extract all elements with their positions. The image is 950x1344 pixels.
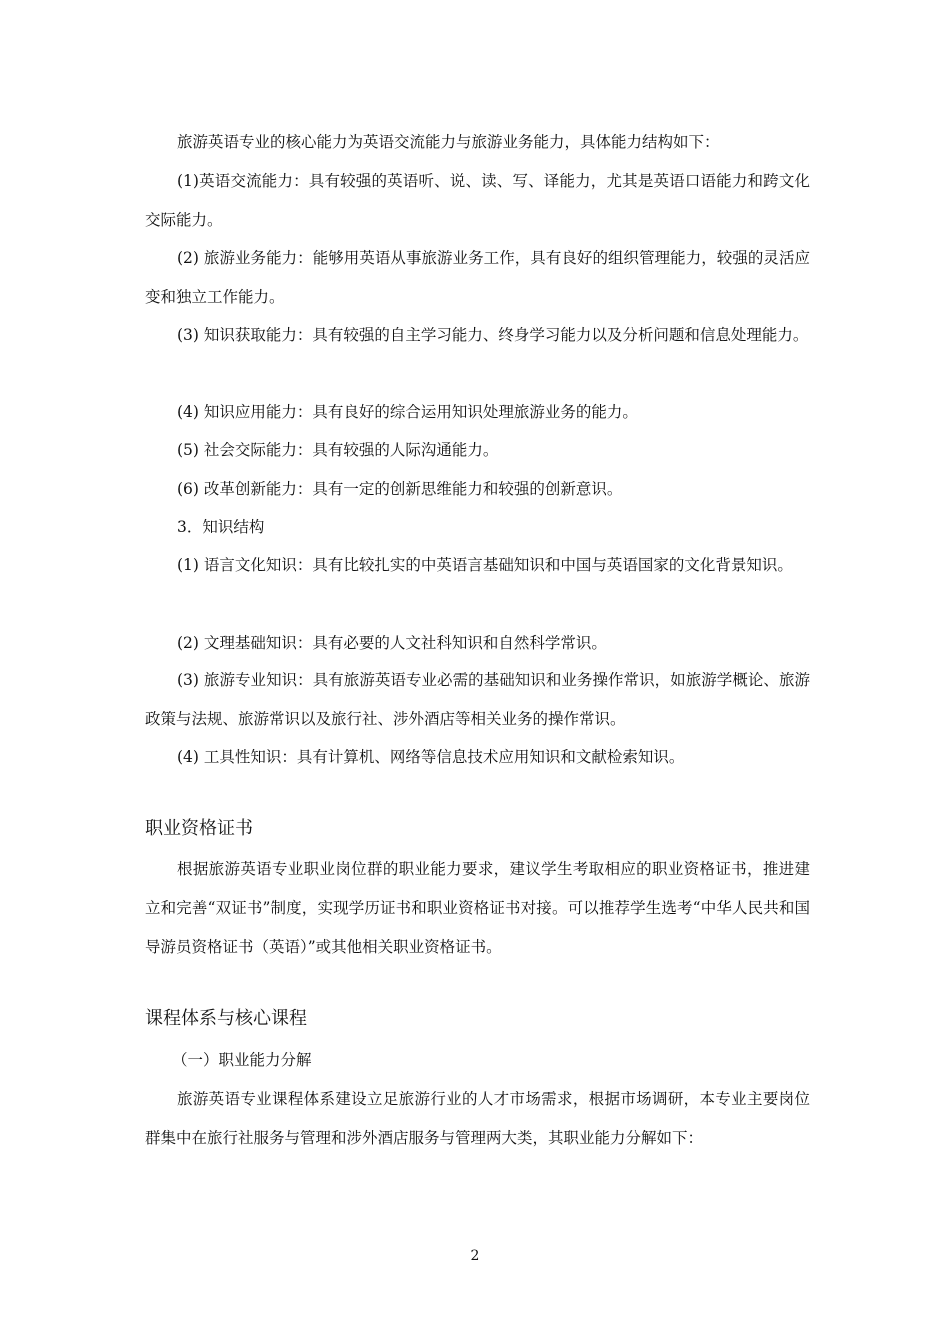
paragraph-knowledge-2: (2) 文理基础知识：具有必要的人文社科知识和自然科学常识。 [177, 634, 607, 652]
paragraph-ability-5: (5) 社会交际能力：具有较强的人际沟通能力。 [177, 441, 499, 459]
paragraph-ability-6: (6) 改革创新能力：具有一定的创新思维能力和较强的创新意识。 [177, 480, 623, 498]
paragraph-certificate: 根据旅游英语专业职业岗位群的职业能力要求，建议学生考取相应的职业资格证书，推进建立和完善“双证书”制度，实现学历证书和职业资格证书对接。可以推荐学生选考“中华人民共和国导游员资格证书（英语）”或其他相关职业资格证书。 [145, 860, 810, 956]
paragraph-ability-4: (4) 知识应用能力：具有良好的综合运用知识处理旅游业务的能力。 [177, 403, 638, 421]
paragraph-ability-1: (1)英语交流能力：具有较强的英语听、说、读、写、译能力，尤其是英语口语能力和跨文化交际能力。 [145, 172, 810, 229]
paragraph-courses: 旅游英语专业课程体系建设立足旅游行业的人才市场需求，根据市场调研，本专业主要岗位群集中在旅行社服务与管理和涉外酒店服务与管理两大类，其职业能力分解如下： [145, 1090, 810, 1147]
paragraph-ability-3: (3) 知识获取能力：具有较强的自主学习能力、终身学习能力以及分析问题和信息处理能力。 [177, 326, 809, 344]
section-title-certificate: 职业资格证书 [145, 818, 253, 839]
paragraph-ability-2: (2) 旅游业务能力：能够用英语从事旅游业务工作，具有良好的组织管理能力，较强的灵活应变和独立工作能力。 [145, 249, 810, 306]
section-title-courses: 课程体系与核心课程 [145, 1008, 307, 1029]
sub-heading-ability-breakdown: （一）职业能力分解 [172, 1051, 312, 1069]
paragraph-knowledge-1: (1) 语言文化知识：具有比较扎实的中英语言基础知识和中国与英语国家的文化背景知识。 [177, 556, 793, 574]
paragraph-knowledge-3: (3) 旅游专业知识：具有旅游英语专业必需的基础知识和业务操作常识，如旅游学概论、旅游政策与法规、旅游常识以及旅行社、涉外酒店等相关业务的操作常识。 [145, 671, 810, 728]
paragraph-intro: 旅游英语专业的核心能力为英语交流能力与旅游业务能力，具体能力结构如下： [177, 133, 720, 151]
page-number: 2 [470, 1248, 480, 1264]
knowledge-structure-heading: 3．知识结构 [177, 518, 265, 536]
paragraph-knowledge-4: (4) 工具性知识：具有计算机、网络等信息技术应用知识和文献检索知识。 [177, 748, 685, 766]
